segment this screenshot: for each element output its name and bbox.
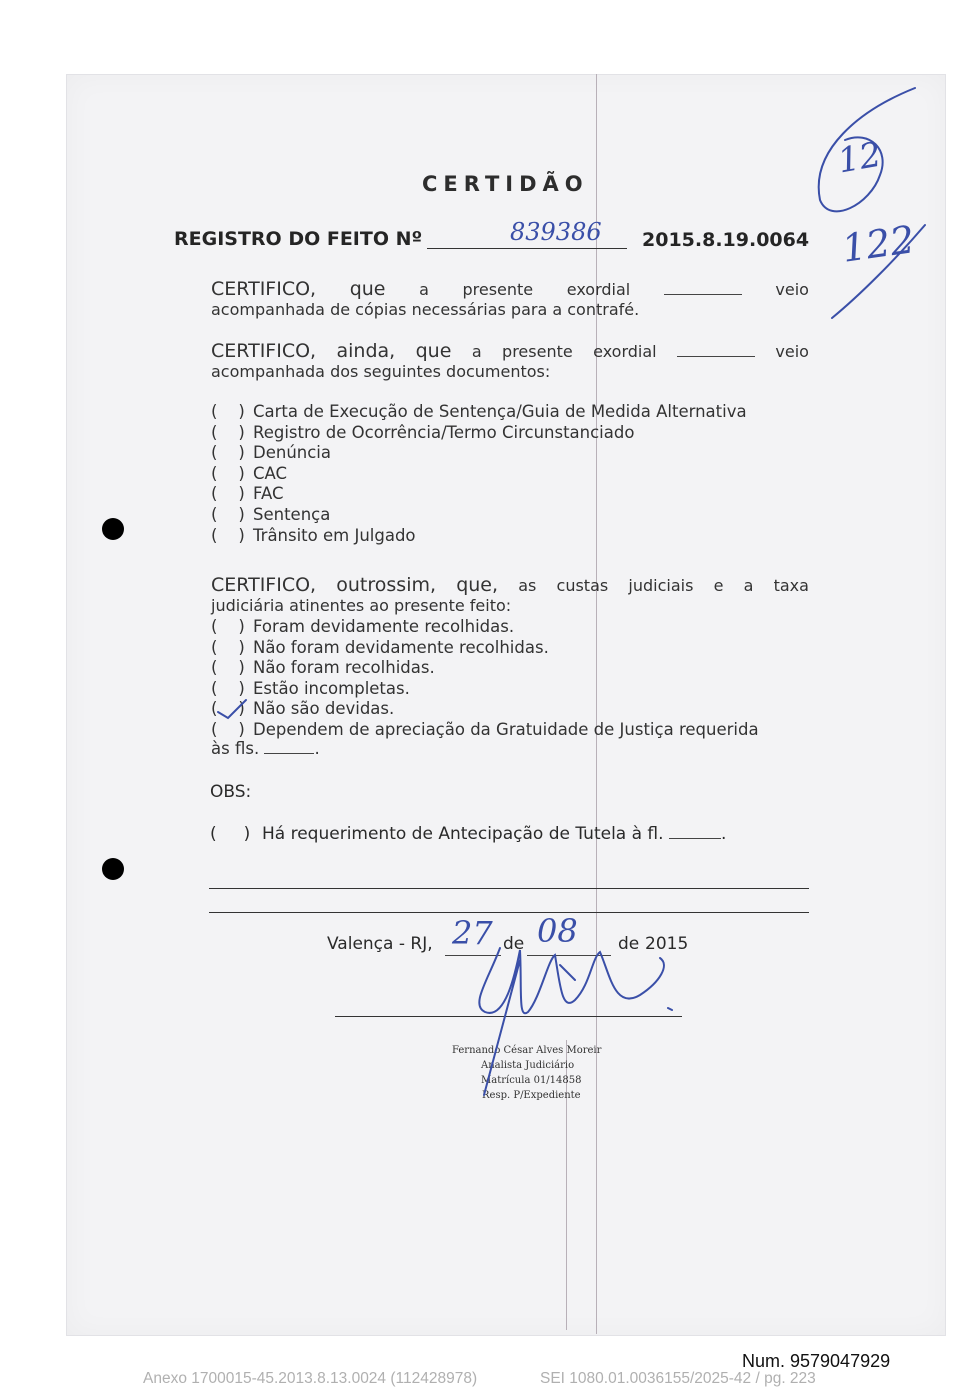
stamp-line: Analista Judiciário — [481, 1060, 575, 1071]
page-mark-slash — [832, 225, 925, 318]
list-item: ( ) Não foram devidamente recolhidas. — [211, 637, 549, 657]
certifico-3-lead: CERTIFICO, — [211, 574, 317, 596]
signature — [479, 948, 672, 1095]
certifico-3-word: judiciais — [628, 576, 694, 595]
list-item: ( ) Não foram recolhidas. — [211, 658, 435, 678]
certifico-1-end: veio — [775, 280, 809, 299]
date-year: 2015 — [645, 934, 689, 954]
list-item: ( ) Foram devidamente recolhidas. — [211, 617, 515, 636]
custas-tail: às fls. — [211, 739, 260, 758]
certifico-2-word: a — [471, 342, 482, 361]
certifico-2-lead: CERTIFICO, — [211, 340, 317, 362]
certifico-1-lead: CERTIFICO, — [211, 278, 317, 300]
certifico-1-word: presente — [462, 280, 534, 299]
certifico-3-word: taxa — [773, 576, 809, 595]
certifico-3-word: custas — [556, 576, 609, 595]
list-item: ( ) CAC — [211, 463, 288, 483]
certifico-3-word: a — [743, 576, 754, 595]
certifico-2-word: ainda, — [336, 340, 396, 362]
footer-num: Num. 9579047929 — [742, 1351, 891, 1371]
certifico-3-line2: judiciária atinentes ao presente feito: — [211, 596, 512, 615]
certifico-1-word: que — [349, 278, 386, 300]
local-label: Valença - RJ, — [327, 934, 433, 954]
footer-anexo: Anexo 1700015-45.2013.8.13.0024 (112428978) — [143, 1370, 478, 1387]
checkmark — [218, 700, 246, 718]
list-item: ( ) Trânsito em Julgado — [211, 525, 416, 545]
certifico-2-end: veio — [775, 342, 809, 361]
certifico-2-word: que — [415, 340, 452, 362]
list-item: ( ) FAC — [211, 484, 284, 504]
list-item: ( ) Sentença — [211, 504, 331, 524]
footer-sei: SEI 1080.01.0036155/2025-42 / pg. 223 — [540, 1370, 816, 1387]
certifico-3-word: e — [713, 576, 724, 595]
date-day-handwritten: 27 — [452, 914, 493, 952]
date-de-2: de — [618, 934, 640, 954]
certifico-2-line2: acompanhada dos seguintes documentos: — [211, 362, 551, 381]
stamp-line: Matrícula 01/14858 — [481, 1075, 582, 1086]
tutela-text: Há requerimento de Antecipação de Tutela à fl. — [262, 824, 664, 844]
stamp-line: Resp. P/Expediente — [482, 1090, 581, 1101]
certifico-3-word: outrossim, — [336, 574, 437, 596]
date-de-1: de — [503, 934, 525, 954]
certifico-3-word: que, — [456, 574, 499, 596]
tutela-line: ( ) Há requerimento de Antecipação de Tutela à fl. . — [210, 824, 727, 844]
certifico-1-word: a — [419, 280, 429, 299]
custas-last: ( ) Dependem de apreciação da Gratuidade de Justiça requerida às fls. . — [211, 720, 759, 758]
list-item: ( ) Denúncia — [211, 443, 331, 463]
obs-label: OBS: — [210, 782, 252, 802]
list-item: ( ) Registro de Ocorrência/Termo Circunstanciado — [211, 422, 635, 442]
date-month-handwritten: 08 — [537, 912, 578, 950]
certifico-1-word: exordial — [566, 280, 631, 299]
list-item: ( ) Carta de Execução de Sentença/Guia de Medida Alternativa — [211, 402, 747, 421]
page-mark-circle — [819, 88, 915, 211]
document-title: CERTIDÃO — [422, 172, 589, 196]
custas-item-gratuidade: Dependem de apreciação da Gratuidade de Justiça requerida — [253, 720, 759, 739]
registro-handwritten: 839386 — [510, 218, 602, 246]
certifico-1-line2: acompanhada de cópias necessárias para a contrafé. — [211, 300, 640, 319]
list-item: ( ) Estão incompletas. — [211, 678, 410, 698]
certifico-3-word: as — [518, 576, 537, 595]
stamp-line: Fernando César Alves Moreir — [452, 1045, 602, 1056]
registro-label: REGISTRO DO FEITO Nº — [174, 228, 423, 250]
page-mark-1: 12 — [834, 134, 885, 182]
page-mark-2: 122 — [839, 217, 918, 271]
certifico-2-word: presente — [502, 342, 573, 361]
registro-number: 2015.8.19.0064 — [642, 229, 810, 251]
list-item-checked: ( ) Não são devidas. — [211, 699, 395, 719]
certifico-2-word: exordial — [593, 342, 657, 361]
